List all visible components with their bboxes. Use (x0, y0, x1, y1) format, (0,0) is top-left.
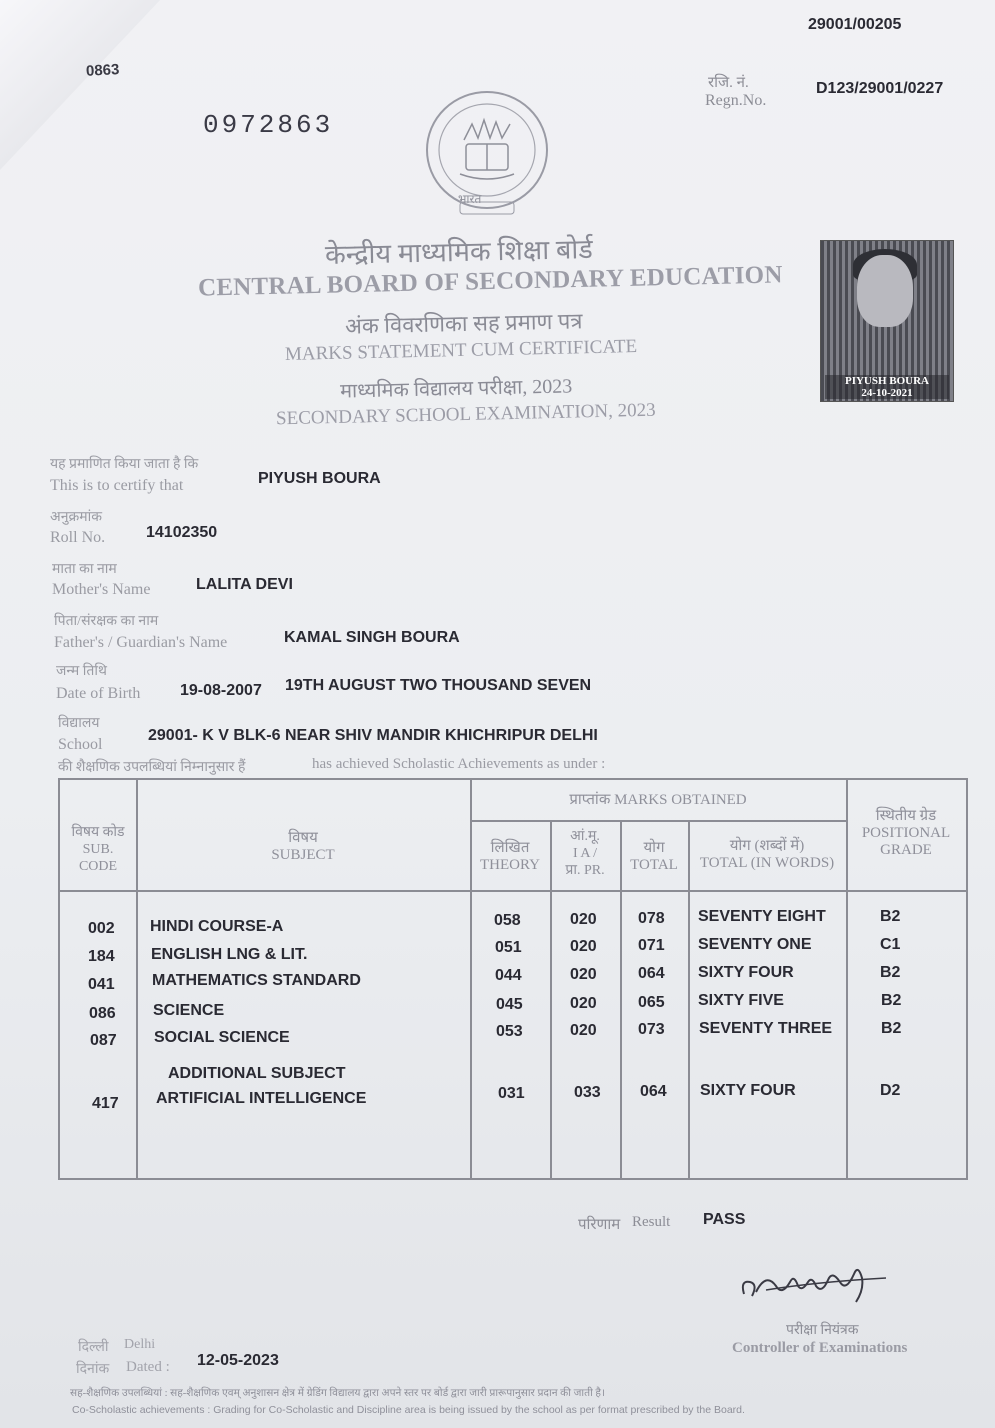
board-title-hindi: केन्द्रीय माध्यमिक शिक्षा बोर्ड (324, 233, 594, 271)
father-label: Father's / Guardian's Name (54, 634, 228, 651)
mother-name: LALITA DEVI (196, 576, 293, 593)
row-total: 071 (638, 937, 665, 954)
certify-label: This is to certify that (50, 477, 184, 494)
row-grade: D2 (880, 1082, 901, 1099)
school-label: School (58, 736, 103, 753)
marks-table (58, 778, 968, 1180)
row-subject: MATHEMATICS STANDARD (152, 972, 361, 989)
additional-subject-label: ADDITIONAL SUBJECT (168, 1065, 346, 1082)
row-grade: C1 (880, 936, 901, 953)
regn-number: D123/29001/0227 (816, 80, 944, 97)
row-theory: 053 (496, 1023, 523, 1040)
row-code: 041 (88, 976, 115, 993)
row-ia: 020 (570, 1022, 597, 1039)
header-total-words: योग (शब्दों में) TOTAL (IN WORDS) (699, 838, 835, 871)
row-grade: B2 (880, 964, 901, 981)
roll-number: 14102350 (146, 524, 218, 541)
co-scholastic-note-hindi: सह-शैक्षणिक उपलब्धियां : सह-शैक्षणिक एवम् अनुशासन क्षेत्र में ग्रेडिंग विद्यालय द्वारा अपने स्तर पर बोर्ड द्वारा जारी प्रारूपानुसार प्रदान की जाती है। (70, 1388, 605, 1399)
header-positional-grade: स्थितीय ग्रेड POSITIONAL GRADE (861, 808, 951, 858)
date-of-birth: 19-08-2007 (180, 682, 262, 699)
result-value: PASS (703, 1211, 746, 1228)
result-label-hindi: परिणाम (578, 1217, 621, 1233)
seal-bottom-text: भारत (458, 192, 482, 206)
controller-signature-icon (736, 1252, 896, 1312)
photo-caption-date: 24-10-2021 (861, 387, 913, 399)
row-theory: 044 (495, 967, 522, 984)
row-ia: 020 (570, 966, 597, 983)
certificate-title-hindi: अंक विवरणिका सह प्रमाण पत्र (344, 308, 583, 339)
row-grade: B2 (881, 1020, 902, 1037)
row-ia: 033 (574, 1084, 601, 1101)
header-divider (60, 890, 966, 892)
dob-label-hindi: जन्म तिथि (56, 664, 107, 679)
father-name: KAMAL SINGH BOURA (284, 629, 460, 646)
place-label: Delhi (124, 1337, 156, 1352)
header-ia: आं.मू. I A / प्रा. PR. (565, 829, 605, 878)
row-code: 417 (92, 1095, 119, 1112)
header-theory: लिखित THEORY (480, 840, 540, 873)
header-subject: विषय SUBJECT (271, 830, 335, 863)
photo-caption (825, 375, 949, 399)
dob-label: Date of Birth (56, 685, 141, 702)
row-divider (470, 820, 846, 822)
student-name: PIYUSH BOURA (258, 470, 381, 487)
row-theory: 031 (498, 1085, 525, 1102)
issue-date: 12-05-2023 (197, 1352, 279, 1369)
photo-face (857, 255, 913, 327)
row-total: 064 (638, 965, 665, 982)
achieved-label-hindi: की शैक्षणिक उपलब्धियां निम्नानुसार हैं (58, 760, 246, 775)
row-subject: ARTIFICIAL INTELLIGENCE (156, 1090, 367, 1107)
row-subject: SOCIAL SCIENCE (154, 1029, 290, 1046)
row-theory: 051 (495, 939, 522, 956)
row-code: 002 (88, 920, 115, 937)
corner-reference-number: 0863 (85, 61, 120, 80)
school-name: 29001- K V BLK-6 NEAR SHIV MANDIR KHICHRIPUR DELHI (148, 727, 598, 744)
row-words: SEVENTY ONE (698, 936, 812, 953)
paper-fold (0, 0, 160, 170)
row-code: 087 (90, 1032, 117, 1049)
exam-title-hindi: माध्यमिक विद्यालय परीक्षा, 2023 (339, 375, 573, 403)
row-code: 184 (88, 948, 115, 965)
row-theory: 045 (496, 996, 523, 1013)
dated-label: Dated : (126, 1359, 170, 1375)
cbse-seal-icon (420, 84, 554, 224)
row-subject: HINDI COURSE-A (150, 918, 284, 935)
roll-label: Roll No. (50, 529, 106, 546)
row-total: 073 (638, 1021, 665, 1038)
row-grade: B2 (880, 908, 901, 925)
co-scholastic-note: Co-Scholastic achievements : Grading for Co-Scholastic and Discipline area is being issued by the school as per format prescribed by the Board. (72, 1404, 745, 1416)
row-words: SEVENTY EIGHT (698, 908, 826, 925)
photo-caption-name: PIYUSH BOURA (844, 375, 930, 387)
dated-label-hindi: दिनांक (76, 1362, 110, 1377)
certificate-title: MARKS STATEMENT CUM CERTIFICATE (284, 336, 638, 365)
row-total: 065 (638, 994, 665, 1011)
row-code: 086 (89, 1005, 116, 1022)
student-photo (820, 240, 954, 402)
controller-label: Controller of Examinations (732, 1340, 908, 1356)
regn-label-hindi: रजि. नं. (708, 75, 749, 91)
mother-label-hindi: माता का नाम (52, 562, 117, 577)
row-total: 078 (638, 910, 665, 927)
row-words: SIXTY FOUR (700, 1082, 796, 1099)
header-total: योग TOTAL (630, 840, 678, 873)
result-label: Result (632, 1214, 671, 1230)
row-subject: SCIENCE (153, 1002, 225, 1019)
controller-label-hindi: परीक्षा नियंत्रक (786, 1323, 859, 1338)
school-label-hindi: विद्यालय (58, 716, 100, 731)
header-marks-obtained: प्राप्तांक MARKS OBTAINED (569, 792, 747, 808)
row-words: SIXTY FIVE (698, 992, 784, 1009)
father-label-hindi: पिता/संरक्षक का नाम (54, 614, 159, 629)
row-ia: 020 (570, 995, 597, 1012)
header-sub-code: विषय कोड SUB. CODE (71, 825, 125, 874)
row-words: SIXTY FOUR (698, 964, 794, 981)
row-words: SEVENTY THREE (699, 1020, 833, 1037)
regn-label: Regn.No. (705, 92, 767, 109)
achieved-label: has achieved Scholastic Achievements as under : (312, 756, 606, 772)
col-divider (688, 822, 690, 1178)
board-title: CENTRAL BOARD OF SECONDARY EDUCATION (197, 261, 783, 302)
col-divider (620, 822, 622, 1178)
row-grade: B2 (881, 992, 902, 1009)
place-label-hindi: दिल्ली (78, 1340, 109, 1355)
row-theory: 058 (494, 912, 521, 929)
top-reference-number: 29001/00205 (808, 16, 902, 33)
row-ia: 020 (570, 938, 597, 955)
mother-label: Mother's Name (52, 581, 151, 598)
row-subject: ENGLISH LNG & LIT. (151, 946, 308, 963)
row-total: 064 (640, 1083, 667, 1100)
row-ia: 020 (570, 911, 597, 928)
serial-number: 0972863 (203, 110, 334, 140)
roll-label-hindi: अनुक्रमांक (50, 510, 102, 525)
date-of-birth-words: 19TH AUGUST TWO THOUSAND SEVEN (285, 677, 592, 694)
certify-label-hindi: यह प्रमाणित किया जाता है कि (50, 457, 199, 472)
exam-title: SECONDARY SCHOOL EXAMINATION, 2023 (275, 399, 656, 430)
